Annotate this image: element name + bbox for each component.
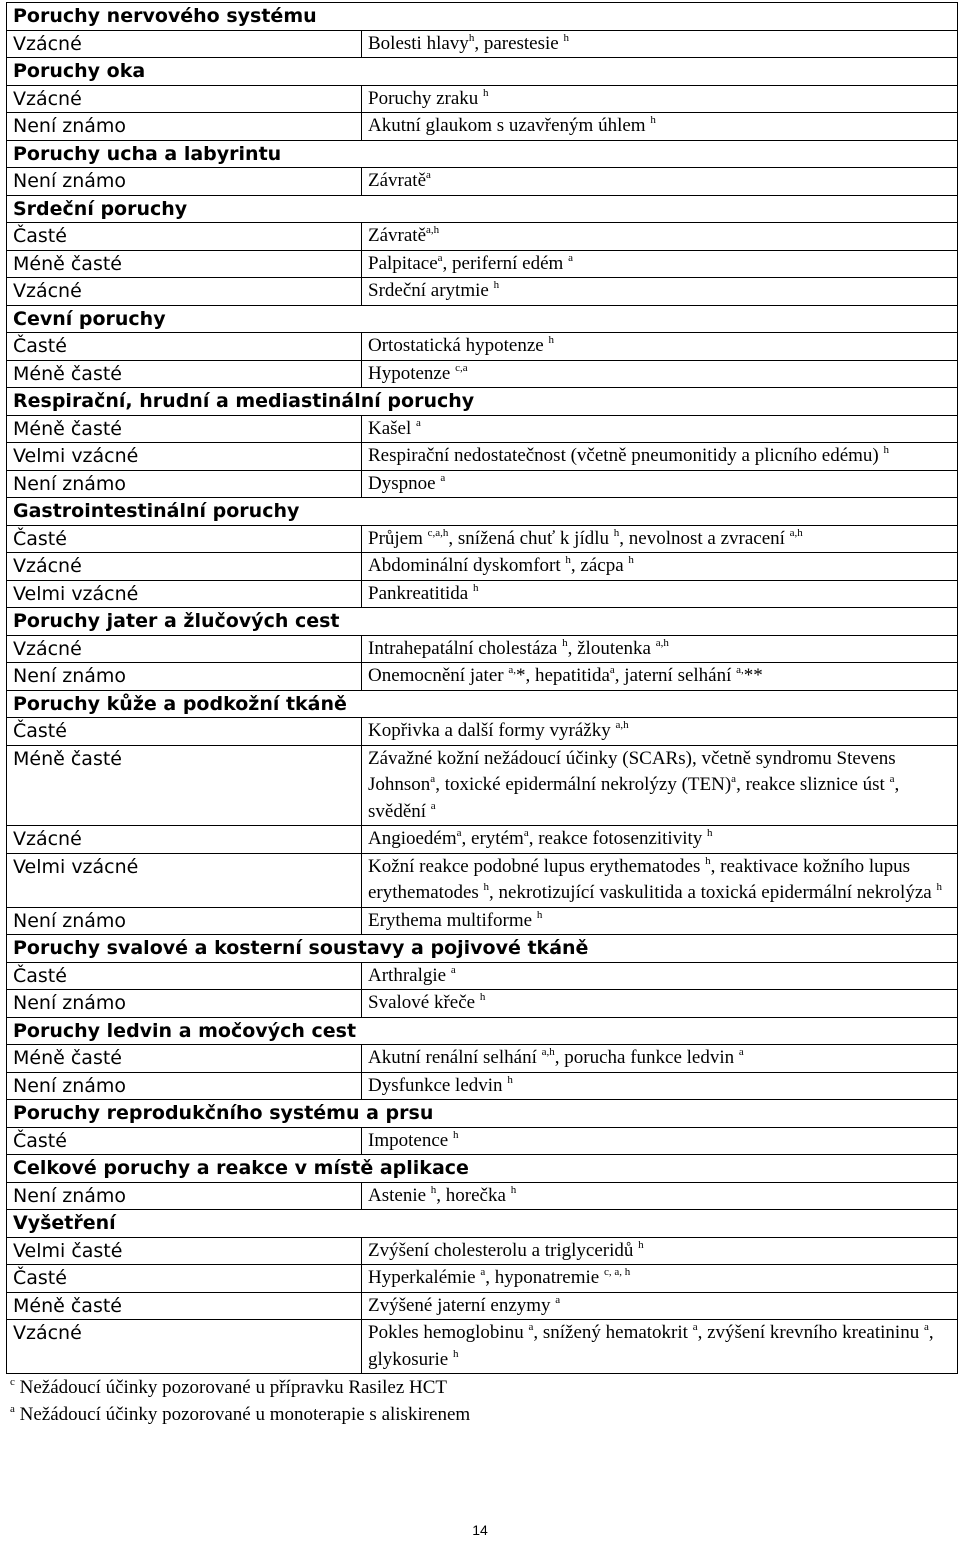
effect-row — [7, 1292, 958, 1320]
frequency-cell: Není známo — [7, 1182, 362, 1210]
effect-row — [7, 415, 958, 443]
effect-cell — [362, 1237, 958, 1265]
page-number: 14 — [472, 1522, 488, 1538]
footnote-mark: c — [10, 1376, 15, 1388]
frequency-cell: Není známo — [7, 113, 362, 141]
footnote-marker: h — [548, 334, 554, 346]
footnote-marker: a,h — [789, 526, 803, 539]
footnote-marker: c, a, h — [603, 1266, 631, 1278]
effect-text: , snížená chuť k jídlu — [448, 527, 614, 549]
effect-text: Svalové křeče — [368, 992, 480, 1013]
effect-text: , svědění — [368, 774, 900, 822]
frequency-cell: Není známo — [7, 470, 362, 498]
effect-row — [7, 1237, 958, 1265]
footnote-marker: h — [468, 31, 475, 44]
effect-row — [7, 30, 958, 58]
frequency-cell: Není známo — [7, 663, 362, 691]
frequency-cell: Časté — [7, 525, 362, 553]
effect-text: Hyperkalémie — [368, 1267, 481, 1288]
effect-text: Zvýšené jaterní enzymy — [368, 1294, 556, 1316]
effect-row — [7, 113, 958, 141]
organ-class-title: Poruchy ledvin a močových cest — [7, 1017, 958, 1045]
effect-row — [7, 580, 958, 608]
footnote-marker: a — [555, 1293, 561, 1306]
effect-row — [7, 278, 958, 306]
effect-cell — [362, 360, 958, 388]
effect-row — [7, 718, 958, 746]
footnote-marker: a — [430, 773, 436, 785]
effect-text: Závratě — [368, 170, 427, 191]
footnotes — [6, 1374, 957, 1428]
frequency-cell: Časté — [7, 718, 362, 746]
effect-text: Průjem — [368, 527, 428, 549]
footnote-marker: h — [483, 86, 489, 99]
effect-text: , reakce fotosenzitivity — [528, 828, 708, 849]
footnote-marker: h — [565, 554, 571, 566]
footnote-marker: a — [692, 1321, 698, 1333]
footnote-marker: h — [563, 31, 569, 44]
effect-cell — [362, 415, 958, 443]
effect-text: Erythema multiforme — [368, 909, 537, 931]
effect-text: Angioedém — [368, 828, 457, 849]
organ-class-title: Poruchy ucha a labyrintu — [7, 140, 958, 168]
effect-cell — [362, 853, 958, 907]
effect-cell — [362, 525, 958, 553]
effect-text: Poruchy zraku — [368, 87, 484, 109]
footnote-marker: a,h — [655, 636, 669, 649]
frequency-cell: Není známo — [7, 990, 362, 1018]
effect-text: Akutní glaukom s uzavřeným úhlem — [368, 115, 651, 136]
frequency-cell: Vzácné — [7, 826, 362, 854]
effect-cell — [362, 1265, 958, 1293]
effect-cell — [362, 826, 958, 854]
effect-row — [7, 250, 958, 278]
effect-cell — [362, 1072, 958, 1100]
effect-text: Dyspnoe — [368, 472, 441, 494]
footnote-marker: a, — [736, 664, 744, 676]
adverse-effects-table — [6, 2, 958, 1374]
effect-text: , zácpa — [570, 555, 629, 576]
effect-text: , reakce sliznice úst — [736, 774, 890, 795]
adverse-effects-document — [6, 2, 957, 1428]
effect-cell — [362, 333, 958, 361]
footnote-marker: h — [479, 991, 486, 1003]
effect-cell — [362, 85, 958, 113]
effect-text: , toxické epidermální nekrolýzy (TEN) — [435, 774, 732, 795]
frequency-cell: Velmi vzácné — [7, 853, 362, 907]
effect-text: , hyponatremie — [485, 1267, 604, 1288]
organ-class-row — [7, 58, 958, 86]
organ-class-title: Celkové poruchy a reakce v místě aplikace — [7, 1155, 958, 1183]
frequency-cell: Časté — [7, 223, 362, 251]
effect-row — [7, 745, 958, 826]
effect-cell — [362, 990, 958, 1018]
effect-cell — [362, 1182, 958, 1210]
footnote-marker: h — [638, 1238, 644, 1251]
table-body — [7, 3, 958, 1374]
effect-row — [7, 443, 958, 471]
footnote-marker: a — [480, 1266, 486, 1278]
frequency-cell: Méně časté — [7, 360, 362, 388]
effect-text: Intrahepatální cholestáza — [368, 637, 563, 659]
footnote-marker: h — [452, 1347, 459, 1360]
footnote-marker: h — [613, 526, 620, 539]
effect-cell — [362, 113, 958, 141]
effect-row — [7, 1045, 958, 1073]
organ-class-row — [7, 1100, 958, 1128]
organ-class-title: Poruchy svalové a kosterní soustavy a pojivové tkáně — [7, 935, 958, 963]
organ-class-title: Poruchy oka — [7, 58, 958, 86]
effect-text: Astenie — [368, 1184, 431, 1206]
effect-row — [7, 168, 958, 196]
organ-class-row — [7, 305, 958, 333]
frequency-cell: Velmi vzácné — [7, 443, 362, 471]
effect-cell — [362, 907, 958, 935]
effect-row — [7, 663, 958, 691]
organ-class-row — [7, 498, 958, 526]
organ-class-title: Srdeční poruchy — [7, 195, 958, 223]
effect-text: , periferní edém — [442, 252, 569, 274]
organ-class-row — [7, 195, 958, 223]
effect-row — [7, 525, 958, 553]
effect-text: Bolesti hlavy — [368, 32, 469, 54]
footnote-marker: h — [507, 1073, 513, 1086]
effect-text: Kožní reakce podobné lupus erythematodes — [368, 855, 706, 877]
effect-text: , zvýšení krevního kreatininu — [697, 1322, 924, 1343]
effect-row — [7, 635, 958, 663]
frequency-cell: Vzácné — [7, 635, 362, 663]
effect-text: Onemocnění jater — [368, 665, 509, 686]
footnote-marker: a — [568, 251, 573, 264]
frequency-cell: Méně časté — [7, 1292, 362, 1320]
effect-text: Pokles hemoglobinu — [368, 1322, 529, 1343]
effect-text: Ortostatická hypotenze — [368, 335, 549, 356]
effect-cell — [362, 1127, 958, 1155]
footnote-marker: h — [707, 827, 713, 839]
organ-class-row — [7, 388, 958, 416]
effect-text: ** — [743, 665, 763, 686]
footnote-mark: a — [10, 1403, 15, 1415]
effect-text: Impotence — [368, 1129, 453, 1151]
effect-text: Závažné kožní nežádoucí účinky (SCARs), včetně syndromu Stevens Johnson — [368, 747, 896, 795]
frequency-cell: Vzácné — [7, 1320, 362, 1374]
effect-cell — [362, 635, 958, 663]
effect-text: Hypotenze — [368, 362, 456, 384]
effect-cell — [362, 663, 958, 691]
footnote-marker: h — [483, 881, 490, 893]
effect-text: Závratě — [368, 225, 427, 246]
effect-cell — [362, 223, 958, 251]
footnote-marker: a — [731, 773, 737, 785]
effect-text: , jaterní selhání — [614, 665, 737, 686]
organ-class-row — [7, 1155, 958, 1183]
frequency-cell: Velmi časté — [7, 1237, 362, 1265]
organ-class-row — [7, 1017, 958, 1045]
footnote-marker: h — [430, 1183, 437, 1196]
effect-cell — [362, 553, 958, 581]
frequency-cell: Časté — [7, 1265, 362, 1293]
effect-text: Palpitace — [368, 252, 438, 274]
footnote-marker: h — [536, 908, 543, 921]
effect-text: Zvýšení cholesterolu a triglyceridů — [368, 1239, 639, 1261]
effect-row — [7, 1265, 958, 1293]
effect-text: , snížený hematokrit — [533, 1322, 693, 1343]
organ-class-title: Poruchy jater a žlučových cest — [7, 608, 958, 636]
effect-cell — [362, 745, 958, 826]
footnote-marker: a,h — [615, 719, 629, 731]
footnote-marker: a — [456, 827, 462, 839]
effect-text: Pankreatitida — [368, 582, 473, 604]
frequency-cell: Méně časté — [7, 415, 362, 443]
footnote-marker: a, — [508, 664, 516, 676]
effect-row — [7, 990, 958, 1018]
effect-cell — [362, 962, 958, 990]
footnote-marker: a — [889, 773, 895, 785]
footnote-marker: h — [650, 114, 656, 126]
organ-class-title: Poruchy kůže a podkožní tkáně — [7, 690, 958, 718]
effect-text: Dysfunkce ledvin — [368, 1074, 508, 1096]
footnote-marker: a — [923, 1321, 929, 1333]
effect-row — [7, 1182, 958, 1210]
effect-row — [7, 853, 958, 907]
footnote-marker: h — [628, 554, 634, 566]
effect-row — [7, 553, 958, 581]
effect-row — [7, 223, 958, 251]
footnote-marker: a — [738, 1046, 744, 1058]
footnote-marker: h — [883, 444, 889, 456]
effect-cell — [362, 580, 958, 608]
footnote-text: Nežádoucí účinky pozorované u monoterapie s aliskirenem — [14, 1404, 471, 1425]
organ-class-row — [7, 1210, 958, 1238]
organ-class-title: Gastrointestinální poruchy — [7, 498, 958, 526]
effect-row — [7, 333, 958, 361]
effect-cell — [362, 168, 958, 196]
frequency-cell: Vzácné — [7, 85, 362, 113]
effect-cell — [362, 250, 958, 278]
effect-row — [7, 470, 958, 498]
organ-class-row — [7, 935, 958, 963]
footnote — [10, 1374, 957, 1401]
footnote-text: Nežádoucí účinky pozorované u přípravku Rasilez HCT — [14, 1377, 448, 1398]
footnote-marker: a — [416, 416, 421, 429]
effect-row — [7, 907, 958, 935]
effect-row — [7, 85, 958, 113]
footnote — [10, 1401, 957, 1428]
frequency-cell: Časté — [7, 333, 362, 361]
footnote-marker: h — [493, 279, 500, 291]
effect-cell — [362, 1320, 958, 1374]
frequency-cell: Velmi vzácné — [7, 580, 362, 608]
organ-class-title: Respirační, hrudní a mediastinální poruchy — [7, 388, 958, 416]
effect-text: Srdeční arytmie — [368, 280, 494, 301]
effect-cell — [362, 30, 958, 58]
effect-row — [7, 826, 958, 854]
effect-row — [7, 1320, 958, 1374]
frequency-cell: Méně časté — [7, 250, 362, 278]
footnote-marker: c,a — [455, 361, 468, 374]
frequency-cell: Vzácné — [7, 30, 362, 58]
effect-text: , glykosurie — [368, 1322, 934, 1370]
footnote-marker: a — [426, 169, 431, 181]
organ-class-title: Poruchy nervového systému — [7, 3, 958, 31]
effect-text: , žloutenka — [567, 637, 656, 659]
footnote-marker: a — [430, 799, 436, 812]
frequency-cell: Méně časté — [7, 745, 362, 826]
frequency-cell: Není známo — [7, 168, 362, 196]
footnote-marker: h — [705, 854, 711, 867]
effect-text: *, hepatitida — [515, 665, 610, 686]
organ-class-title: Cevní poruchy — [7, 305, 958, 333]
footnote-marker: a — [609, 664, 615, 676]
organ-class-title: Poruchy reprodukčního systému a prsu — [7, 1100, 958, 1128]
footnote-marker: h — [452, 1128, 459, 1141]
effect-cell — [362, 470, 958, 498]
footnote-marker: a — [450, 963, 456, 976]
effect-text: , erytém — [461, 828, 524, 849]
frequency-cell: Časté — [7, 962, 362, 990]
organ-class-row — [7, 608, 958, 636]
frequency-cell: Časté — [7, 1127, 362, 1155]
effect-text: Kašel — [368, 417, 417, 439]
effect-row — [7, 360, 958, 388]
effect-text: Kopřivka a další formy vyrážky — [368, 720, 616, 741]
frequency-cell: Není známo — [7, 907, 362, 935]
effect-text: Arthralgie — [368, 964, 451, 986]
effect-cell — [362, 278, 958, 306]
frequency-cell: Vzácné — [7, 553, 362, 581]
frequency-cell: Není známo — [7, 1072, 362, 1100]
effect-cell — [362, 443, 958, 471]
footnote-marker: h — [562, 636, 568, 649]
footnote-marker: a — [523, 827, 529, 839]
footnote-marker: a — [440, 471, 446, 484]
effect-text: , reaktivace kožního lupus erythematodes — [368, 855, 911, 903]
effect-row — [7, 962, 958, 990]
footnote-marker: a — [528, 1321, 534, 1333]
organ-class-title: Vyšetření — [7, 1210, 958, 1238]
organ-class-row — [7, 690, 958, 718]
frequency-cell: Méně časté — [7, 1045, 362, 1073]
organ-class-row — [7, 140, 958, 168]
effect-cell — [362, 1292, 958, 1320]
footnote-marker: a,h — [541, 1046, 555, 1058]
footnote-marker: a — [437, 251, 443, 264]
effect-text: Respirační nedostatečnost (včetně pneumonitidy a plicního edému) — [368, 445, 884, 466]
effect-text: , horečka — [436, 1184, 511, 1206]
footnote-marker: h — [510, 1183, 517, 1196]
effect-cell — [362, 718, 958, 746]
effect-text: , parestesie — [474, 32, 564, 54]
effect-row — [7, 1072, 958, 1100]
frequency-cell: Vzácné — [7, 278, 362, 306]
effect-text: , porucha funkce ledvin — [554, 1047, 739, 1068]
footnote-marker: c,a,h — [427, 526, 449, 539]
effect-row — [7, 1127, 958, 1155]
effect-text: , nevolnost a zvracení — [619, 527, 790, 549]
organ-class-row — [7, 3, 958, 31]
footnote-marker: a,h — [426, 224, 440, 236]
effect-text: Akutní renální selhání — [368, 1047, 542, 1068]
footnote-marker: h — [936, 881, 942, 893]
footnote-marker: h — [473, 581, 479, 594]
effect-text: Abdominální dyskomfort — [368, 555, 566, 576]
effect-cell — [362, 1045, 958, 1073]
effect-text: , nekrotizující vaskulitida a toxická epidermální nekrolýza — [489, 882, 937, 903]
